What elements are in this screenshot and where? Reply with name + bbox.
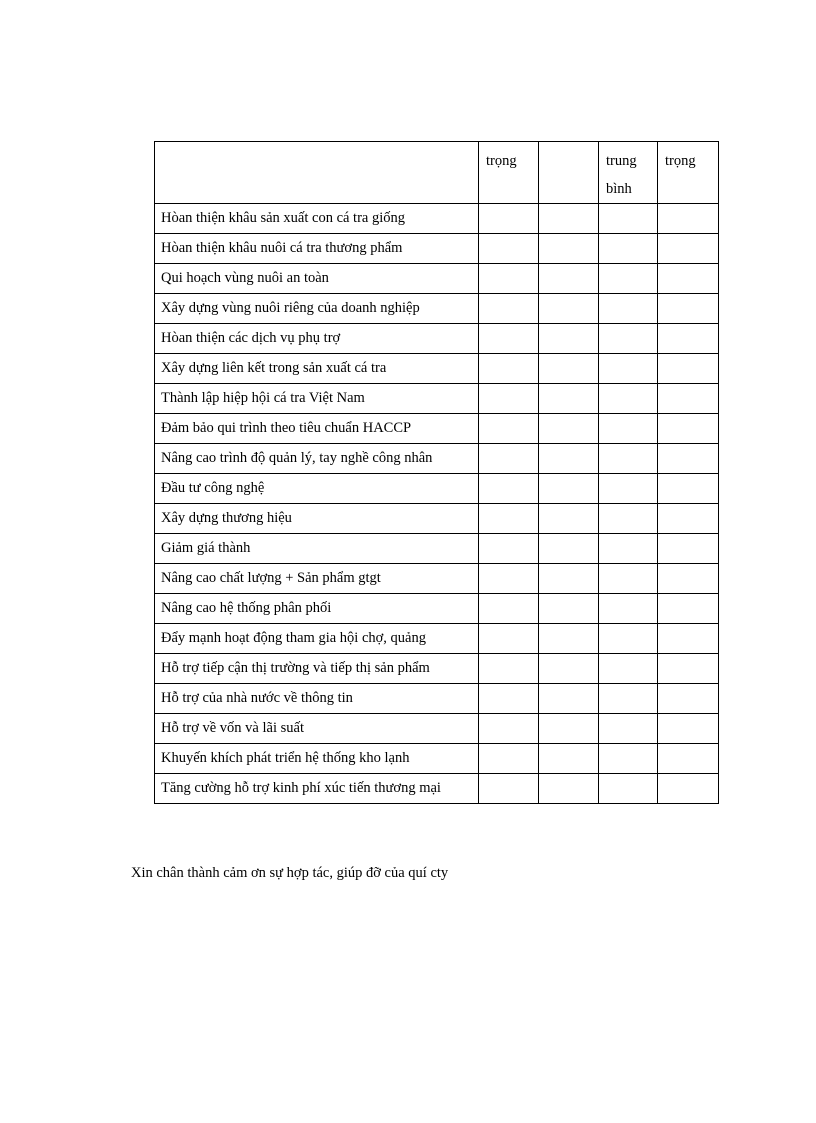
rating-cell-4[interactable] (658, 684, 719, 714)
header-label-criteria (155, 142, 478, 147)
criteria-label: Đầu tư công nghệ (161, 480, 265, 496)
table-header-row (155, 142, 719, 204)
rating-cell-3[interactable] (599, 534, 658, 564)
rating-cell-2[interactable] (539, 684, 599, 714)
header-label-rating-4: trọng (665, 153, 696, 169)
criteria-label: Hòan thiện khâu nuôi cá tra thương phẩm (161, 240, 403, 256)
criteria-label: Qui hoạch vùng nuôi an toàn (161, 270, 329, 286)
criteria-cell (155, 444, 479, 474)
criteria-label: Thành lập hiệp hội cá tra Việt Nam (161, 390, 365, 406)
rating-cell-1[interactable] (479, 714, 539, 744)
rating-cell-2[interactable] (539, 624, 599, 654)
rating-cell-4[interactable] (658, 594, 719, 624)
rating-cell-4[interactable] (658, 654, 719, 684)
table-row (155, 684, 719, 714)
rating-cell-1[interactable] (479, 204, 539, 234)
rating-cell-2[interactable] (539, 564, 599, 594)
criteria-cell (155, 534, 479, 564)
header-label-rating-2 (539, 142, 598, 147)
criteria-label: Giảm giá thành (161, 540, 251, 556)
rating-cell-4[interactable] (658, 264, 719, 294)
rating-cell-2[interactable] (539, 204, 599, 234)
table-row (155, 234, 719, 264)
criteria-cell (155, 744, 479, 774)
criteria-cell (155, 414, 479, 444)
criteria-label: Hòan thiện các dịch vụ phụ trợ (161, 330, 341, 346)
rating-cell-2[interactable] (539, 354, 599, 384)
rating-cell-1[interactable] (479, 414, 539, 444)
table-row (155, 414, 719, 444)
rating-cell-3[interactable] (599, 294, 658, 324)
table-row (155, 294, 719, 324)
criteria-cell (155, 324, 479, 354)
rating-cell-2[interactable] (539, 714, 599, 744)
rating-cell-4[interactable] (658, 564, 719, 594)
rating-cell-3[interactable] (599, 594, 658, 624)
header-cell-rating-1 (479, 142, 539, 204)
table-row (155, 654, 719, 684)
table-row (155, 204, 719, 234)
rating-cell-2[interactable] (539, 654, 599, 684)
rating-cell-3[interactable] (599, 774, 658, 804)
rating-cell-1[interactable] (479, 384, 539, 414)
criteria-cell (155, 354, 479, 384)
rating-cell-4[interactable] (658, 234, 719, 264)
table-row (155, 534, 719, 564)
criteria-label: Nâng cao trình độ quản lý, tay nghề công nhân (161, 450, 433, 466)
criteria-label: Hỗ trợ tiếp cận thị trường và tiếp thị sản phẩm (161, 660, 430, 676)
criteria-label: Đảm bảo qui trình theo tiêu chuẩn HACCP (161, 420, 412, 436)
rating-cell-4[interactable] (658, 774, 719, 804)
criteria-label: Đẩy mạnh hoạt động tham gia hội chợ, quảng (161, 630, 426, 646)
rating-cell-3[interactable] (599, 204, 658, 234)
criteria-cell (155, 774, 479, 804)
rating-cell-3[interactable] (599, 714, 658, 744)
closing-note: Xin chân thành cảm ơn sự hợp tác, giúp đỡ của quí cty (131, 865, 449, 881)
header-cell-rating-2 (539, 142, 599, 204)
criteria-cell (155, 564, 479, 594)
rating-cell-1[interactable] (479, 654, 539, 684)
criteria-cell (155, 654, 479, 684)
criteria-label: Hỗ trợ về vốn và lãi suất (161, 720, 304, 736)
rating-cell-1[interactable] (479, 594, 539, 624)
rating-cell-1[interactable] (479, 564, 539, 594)
rating-cell-4[interactable] (658, 474, 719, 504)
table-row (155, 384, 719, 414)
criteria-cell (155, 624, 479, 654)
rating-cell-4[interactable] (658, 714, 719, 744)
criteria-label: Khuyến khích phát triển hệ thống kho lạnh (161, 750, 410, 766)
rating-cell-2[interactable] (539, 594, 599, 624)
rating-cell-4[interactable] (658, 204, 719, 234)
rating-cell-3[interactable] (599, 264, 658, 294)
rating-cell-2[interactable] (539, 474, 599, 504)
rating-cell-3[interactable] (599, 384, 658, 414)
criteria-label: Nâng cao hệ thống phân phối (161, 600, 332, 616)
rating-cell-4[interactable] (658, 384, 719, 414)
rating-cell-4[interactable] (658, 744, 719, 774)
rating-cell-2[interactable] (539, 744, 599, 774)
criteria-label: Nâng cao chất lượng + Sản phẩm gtgt (161, 570, 381, 586)
rating-cell-4[interactable] (658, 624, 719, 654)
rating-cell-1[interactable] (479, 234, 539, 264)
header-cell-criteria (155, 142, 479, 204)
table-row (155, 774, 719, 804)
criteria-cell (155, 234, 479, 264)
rating-cell-4[interactable] (658, 414, 719, 444)
rating-cell-1[interactable] (479, 324, 539, 354)
table-row (155, 324, 719, 354)
table-row (155, 714, 719, 744)
criteria-cell (155, 714, 479, 744)
rating-cell-1[interactable] (479, 474, 539, 504)
rating-cell-3[interactable] (599, 564, 658, 594)
criteria-cell (155, 384, 479, 414)
criteria-cell (155, 684, 479, 714)
table-row (155, 504, 719, 534)
criteria-label: Hỗ trợ của nhà nước về thông tin (161, 690, 353, 706)
rating-cell-2[interactable] (539, 534, 599, 564)
rating-cell-1[interactable] (479, 774, 539, 804)
rating-cell-3[interactable] (599, 504, 658, 534)
table-body (155, 142, 719, 804)
criteria-label: Xây dựng liên kết trong sản xuất cá tra (161, 360, 387, 376)
rating-cell-1[interactable] (479, 264, 539, 294)
rating-cell-3[interactable] (599, 414, 658, 444)
header-cell-rating-4 (658, 142, 719, 204)
rating-cell-1[interactable] (479, 684, 539, 714)
criteria-cell (155, 204, 479, 234)
rating-cell-2[interactable] (539, 234, 599, 264)
rating-cell-1[interactable] (479, 504, 539, 534)
criteria-cell (155, 294, 479, 324)
rating-cell-1[interactable] (479, 354, 539, 384)
criteria-label: Xây dựng vùng nuôi riêng của doanh nghiệp (161, 300, 420, 316)
table-row (155, 444, 719, 474)
rating-cell-2[interactable] (539, 294, 599, 324)
rating-cell-4[interactable] (658, 504, 719, 534)
table-row (155, 744, 719, 774)
table-row (155, 474, 719, 504)
rating-cell-3[interactable] (599, 234, 658, 264)
rating-cell-3[interactable] (599, 354, 658, 384)
rating-cell-2[interactable] (539, 414, 599, 444)
rating-cell-3[interactable] (599, 624, 658, 654)
criteria-cell (155, 594, 479, 624)
rating-cell-4[interactable] (658, 354, 719, 384)
rating-cell-3[interactable] (599, 684, 658, 714)
table-row (155, 564, 719, 594)
header-cell-rating-3 (599, 142, 658, 204)
rating-cell-3[interactable] (599, 324, 658, 354)
table-row (155, 264, 719, 294)
rating-cell-2[interactable] (539, 444, 599, 474)
rating-cell-2[interactable] (539, 504, 599, 534)
header-label-rating-3: trung bình (606, 153, 637, 197)
rating-cell-3[interactable] (599, 444, 658, 474)
criteria-label: Hòan thiện khâu sản xuất con cá tra giống (161, 210, 406, 226)
criteria-cell (155, 474, 479, 504)
rating-cell-4[interactable] (658, 534, 719, 564)
table-row (155, 594, 719, 624)
rating-cell-2[interactable] (539, 324, 599, 354)
rating-cell-1[interactable] (479, 294, 539, 324)
rating-cell-1[interactable] (479, 624, 539, 654)
rating-cell-2[interactable] (539, 774, 599, 804)
criteria-cell (155, 504, 479, 534)
rating-cell-2[interactable] (539, 264, 599, 294)
header-label-rating-1: trọng (486, 153, 517, 169)
table-row (155, 354, 719, 384)
rating-cell-1[interactable] (479, 744, 539, 774)
rating-cell-3[interactable] (599, 474, 658, 504)
rating-cell-4[interactable] (658, 444, 719, 474)
table-row (155, 624, 719, 654)
criteria-label: Xây dựng thương hiệu (161, 510, 292, 526)
rating-cell-3[interactable] (599, 744, 658, 774)
rating-cell-3[interactable] (599, 654, 658, 684)
rating-cell-1[interactable] (479, 534, 539, 564)
rating-cell-2[interactable] (539, 384, 599, 414)
rating-cell-4[interactable] (658, 294, 719, 324)
rating-cell-4[interactable] (658, 324, 719, 354)
criteria-label: Tăng cường hỗ trợ kinh phí xúc tiến thương mại (161, 780, 441, 796)
rating-cell-1[interactable] (479, 444, 539, 474)
survey-table (154, 141, 719, 804)
criteria-cell (155, 264, 479, 294)
